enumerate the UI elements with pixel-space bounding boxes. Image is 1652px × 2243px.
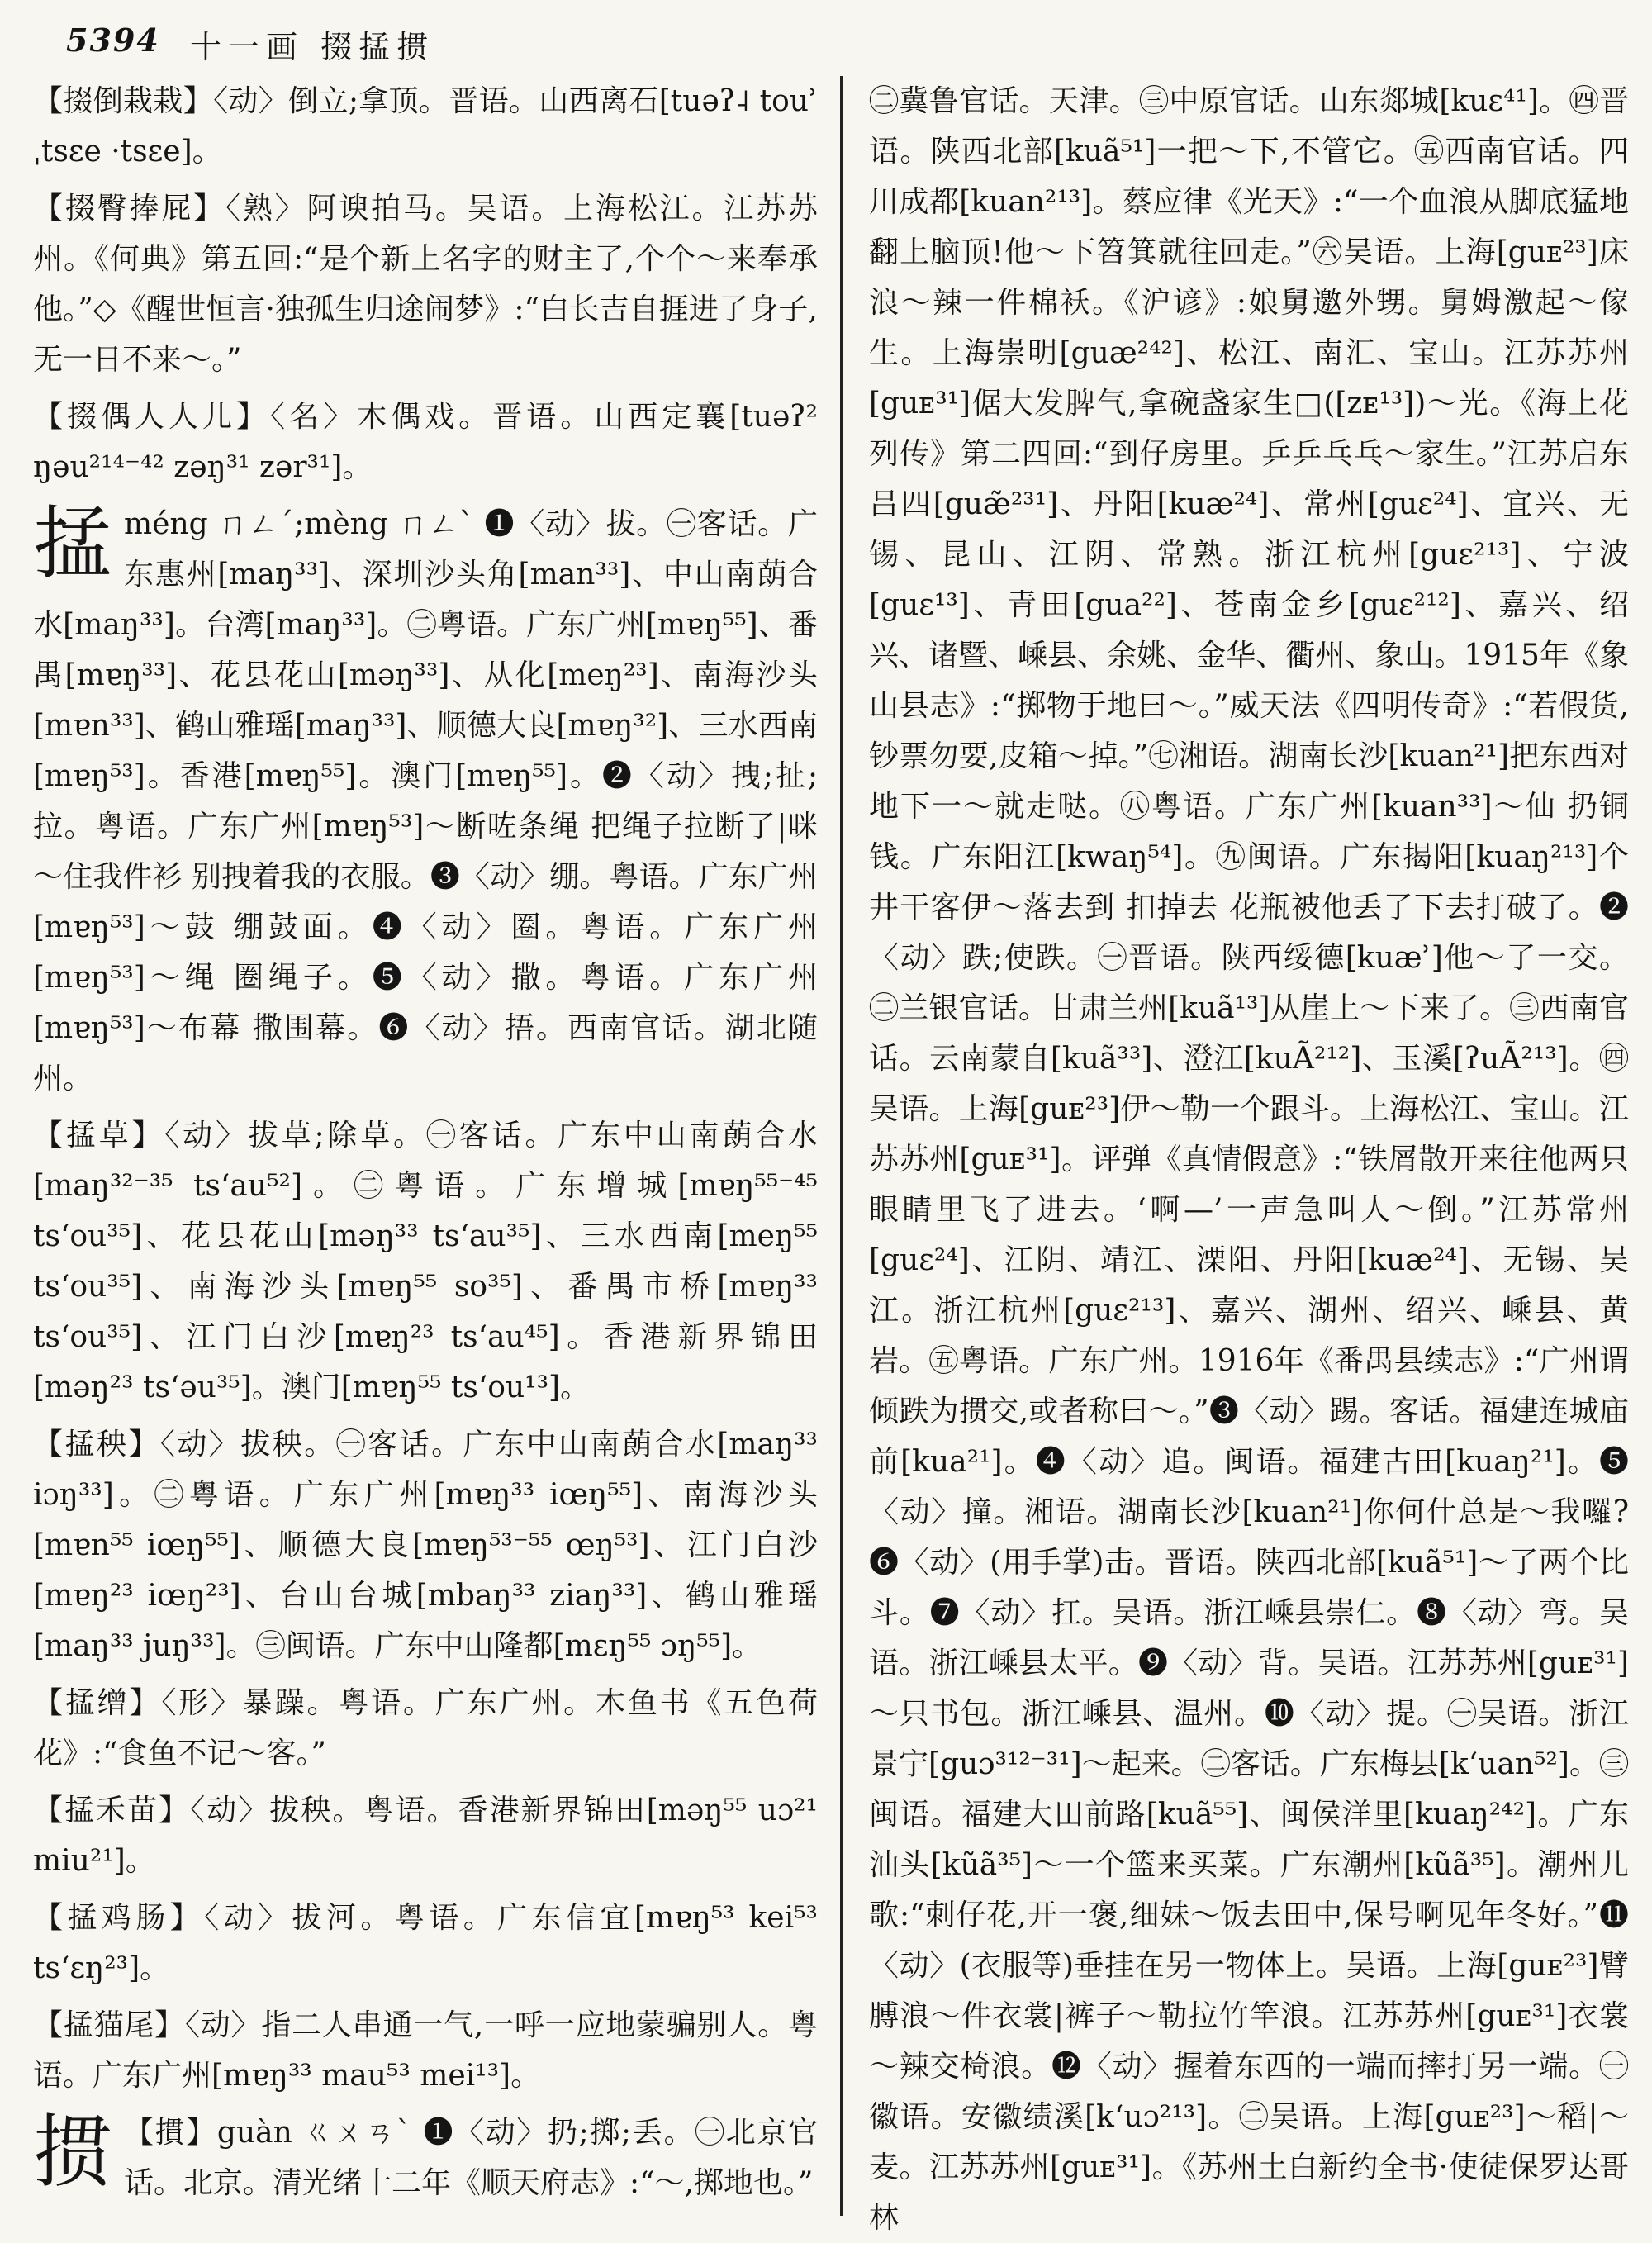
head-entry-meng [33, 499, 818, 1104]
entry-text: 【掇倒栽栽】〈动〉倒立;拿顶。晋语。山西离石[tuəʔ˨ touʾ ˌtsɛe ·tsɛe]。 [33, 84, 818, 169]
entry-text: 【掇臀捧屁】〈熟〉阿谀拍马。吴语。上海松江。江苏苏州。《何典》第五回:“是个新上名字的财主了,个个～来奉承他。”◇《醒世恒言·独孤生归途闹梦》:“白长吉自捱进了身子,无一日不来～。” [33, 192, 818, 377]
entry-meng-mao-wei [33, 2000, 818, 2101]
entry-text: 【掹鸡肠】〈动〉拔河。粤语。广东信宜[mɐŋ⁵³ kei⁵³ tsʻɛŋ²³]。 [33, 1901, 818, 1985]
entry-text: 【掹缯】〈形〉暴躁。粤语。广东广州。木鱼书《五色荷花》:“食鱼不记～客。” [33, 1686, 818, 1770]
page-header [66, 18, 1602, 68]
column-divider [840, 76, 843, 2216]
headword-character: 掼 [33, 2106, 112, 2198]
headword-character: 掹 [33, 497, 112, 590]
entry-text: 【掹秧】〈动〉拔秧。㊀客话。广东中山南蓢合水[maŋ³³ iɔŋ³³]。㊁粤语。广东广州[mɐŋ³³ iœŋ⁵⁵]、南海沙头[mɐn⁵⁵ iœŋ⁵⁵]、顺德大良[mɐŋ⁵³⁻⁵⁵ œŋ⁵³]、江门白沙[mɐŋ²³ iœŋ²³]、台山台城[mbaŋ³³ ziaŋ³³]、鹤山雅瑶[maŋ³³ juŋ³³]。㊂闽语。广东中山隆都[mɛŋ⁵⁵ ɔŋ⁵⁵]。 [33, 1428, 818, 1663]
entry-duo-dao-zai-zai [33, 76, 818, 177]
page-number: 5394 [66, 21, 160, 59]
entry-text: 【掇偶人人儿】〈名〉木偶戏。晋语。山西定襄[tuəʔ² ŋəu²¹⁴⁻⁴² zəŋ³¹ zər³¹]。 [33, 400, 818, 484]
entry-duo-ou-ren-ren-er [33, 392, 818, 492]
entry-text: 【掹猫尾】〈动〉指二人串通一气,一呼一应地蒙骗别人。粤语。广东广州[mɐŋ³³ mau⁵³ mei¹³]。 [33, 2008, 818, 2093]
entry-guan-continued: ㊁冀鲁官话。天津。㊂中原官话。山东郯城[kuɛ⁴¹]。㊃晋语。陕西北部[kuã⁵¹]一把～下,不管它。㊄西南官话。四川成都[kuan²¹³]。蔡应律《光天》:“一个血浪从脚底猛地翻上脑顶!他～下笤箕就往回走。”㊅吴语。上海[guᴇ²³]床浪～辣一件棉袄。《沪谚》:娘舅邀外甥。舅姆激起～傢生。上海崇明[guæ²⁴²]、松江、南汇、宝山。江苏苏州[guᴇ³¹]倨大发脾气,拿碗盏家生□([zᴇ¹³])～光。《海上花列传》第二四回:“到仔房里。乒乒乓乓～家生。”江苏启东吕四[guæ̃²³¹]、丹阳[kuæ²⁴]、常州[guɛ²⁴]、宜兴、无锡、昆山、江阴、常熟。浙江杭州[guɛ²¹³]、宁波[guɛ¹³]、青田[gua²²]、苍南金乡[guɛ²¹²]、嘉兴、绍兴、诸暨、嵊县、余姚、金华、衢州、象山。1915年《象山县志》:“掷物于地曰～。”威天法《四明传奇》:“若假货,钞票勿要,皮箱～掉。”㊆湘语。湖南长沙[kuan²¹]把东西对地下一～就走哒。㊇粤语。广东广州[kuan³³]～仙 扔铜钱。广东阳江[kwaŋ⁵⁴]。㊈闽语。广东揭阳[kuaŋ²¹³]个井干客伊～落去到 扣掉去 花瓶被他丢了下去打破了。❷〈动〉跌;使跌。㊀晋语。陕西绥德[kuæʾ]他～了一交。㊁兰银官话。甘肃兰州[kuã¹³]从崖上～下来了。㊂西南官话。云南蒙自[kuã³³]、澄江[kuÃ²¹²]、玉溪[ʔuÃ²¹³]。㊃吴语。上海[guᴇ²³]伊～勒一个跟斗。上海松江、宝山。江苏苏州[guᴇ³¹]。评弹《真情假意》:“铁屑散开来往他两只眼睛里飞了进去。‘啊—’一声急叫人～倒。”江苏常州[guɛ²⁴]、江阴、靖江、溧阳、丹阳[kuæ²⁴]、无锡、吴江。浙江杭州[guɛ²¹³]、嘉兴、湖州、绍兴、嵊县、黄岩。㊄粤语。广东广州。1916年《番禺县续志》:“广州谓倾跌为掼交,或者称曰～。”❸〈动〉踢。客话。福建连城庙前[kua²¹]。❹〈动〉追。闽语。福建古田[kuaŋ²¹]。❺〈动〉撞。湘语。湖南长沙[kuan²¹]你何什总是～我囉?❻〈动〉(用手掌)击。晋语。陕西北部[kuã⁵¹]～了两个比斗。❼〈动〉扛。吴语。浙江嵊县崇仁。❽〈动〉弯。吴语。浙江嵊县太平。❾〈动〉背。吴语。江苏苏州[guᴇ³¹]～只书包。浙江嵊县、温州。❿〈动〉提。㊀吴语。浙江景宁[guɔ³¹²⁻³¹]～起来。㊁客话。广东梅县[kʻuan⁵²]。㊂闽语。福建大田前路[kuã⁵⁵]、闽侯洋里[kuaŋ²⁴²]。广东汕头[kũã³⁵]～一个篮来买菜。广东潮州[kũã³⁵]。潮州儿歌:“刺仔花,开一褒,细妹～饭去田中,保号啊见年冬好。”⓫〈动〉(衣服等)垂挂在另一物体上。吴语。上海[guᴇ²³]臂膊浪～件衣裳|裤子～勒拉竹竿浪。江苏苏州[guᴇ³¹]衣裳～辣交椅浪。⓬〈动〉握着东西的一端而摔打另一端。㊀徽语。安徽绩溪[kʻuɔ²¹³]。㊁吴语。上海[guᴇ²³]～稻|～麦。江苏苏州[guᴇ³¹]。《苏州土白新约全书·使徒保罗达哥林 [869, 84, 1629, 2235]
entry-text: méng ㄇㄥˊ;mèng ㄇㄥˋ ❶〈动〉拔。㊀客话。广东惠州[maŋ³³]、深圳沙头角[man³³]、中山南蓢合水[maŋ³³]。台湾[maŋ³³]。㊁粤语。广东广州[mɐŋ⁵⁵]、番禺[mɐŋ³³]、花县花山[məŋ³³]、从化[meŋ²³]、南海沙头[mɐn³³]、鹤山雅瑶[maŋ³³]、顺德大良[mɐŋ³²]、三水西南[mɐŋ⁵³]。香港[mɐŋ⁵⁵]。澳门[mɐŋ⁵⁵]。❷〈动〉拽;扯;拉。粤语。广东广州[mɐŋ⁵³]～断咗条绳 把绳子拉断了|咪～住我件衫 别拽着我的衣服。❸〈动〉绷。粤语。广东广州[mɐŋ⁵³]～鼓 绷鼓面。❹〈动〉圈。粤语。广东广州[mɐŋ⁵³]～绳 圈绳子。❺〈动〉撒。粤语。广东广州[mɐŋ⁵³]～布幕 撒围幕。❻〈动〉捂。西南官话。湖北随州。 [33, 507, 818, 1095]
entry-text: 【掹禾苗】〈动〉拔秧。粤语。香港新界锦田[məŋ⁵⁵ uɔ²¹ miu²¹]。 [33, 1794, 818, 1878]
left-column [33, 76, 818, 2216]
entry-meng-zeng [33, 1678, 818, 1779]
head-entry-guan [33, 2108, 818, 2208]
entry-text: 【掹草】〈动〉拔草;除草。㊀客话。广东中山南蓢合水[maŋ³²⁻³⁵ tsʻau⁵²]。㊁粤语。广东增城[mɐŋ⁵⁵⁻⁴⁵ tsʻou³⁵]、花县花山[məŋ³³ tsʻau³⁵]、三水西南[meŋ⁵⁵ tsʻou³⁵]、南海沙头[mɐŋ⁵⁵ so³⁵]、番禺市桥[mɐŋ³³ tsʻou³⁵]、江门白沙[mɐŋ²³ tsʻau⁴⁵]。香港新界锦田[məŋ²³ tsʻəu³⁵]。澳门[mɐŋ⁵⁵ tsʻou¹³]。 [33, 1119, 818, 1404]
entry-meng-cao [33, 1110, 818, 1413]
entry-text: 【摜】guàn ㄍㄨㄢˋ ❶〈动〉扔;掷;丢。㊀北京官话。北京。清光绪十二年《顺天府志》:“～,掷地也。” [124, 2116, 818, 2200]
right-column [869, 76, 1629, 2235]
entry-duo-tun-peng-pi [33, 183, 818, 385]
entry-meng-ji-chang [33, 1893, 818, 1994]
entry-meng-yang [33, 1419, 818, 1671]
running-head: 十一画 掇掹掼 [190, 29, 435, 65]
entry-meng-he-miao [33, 1785, 818, 1886]
